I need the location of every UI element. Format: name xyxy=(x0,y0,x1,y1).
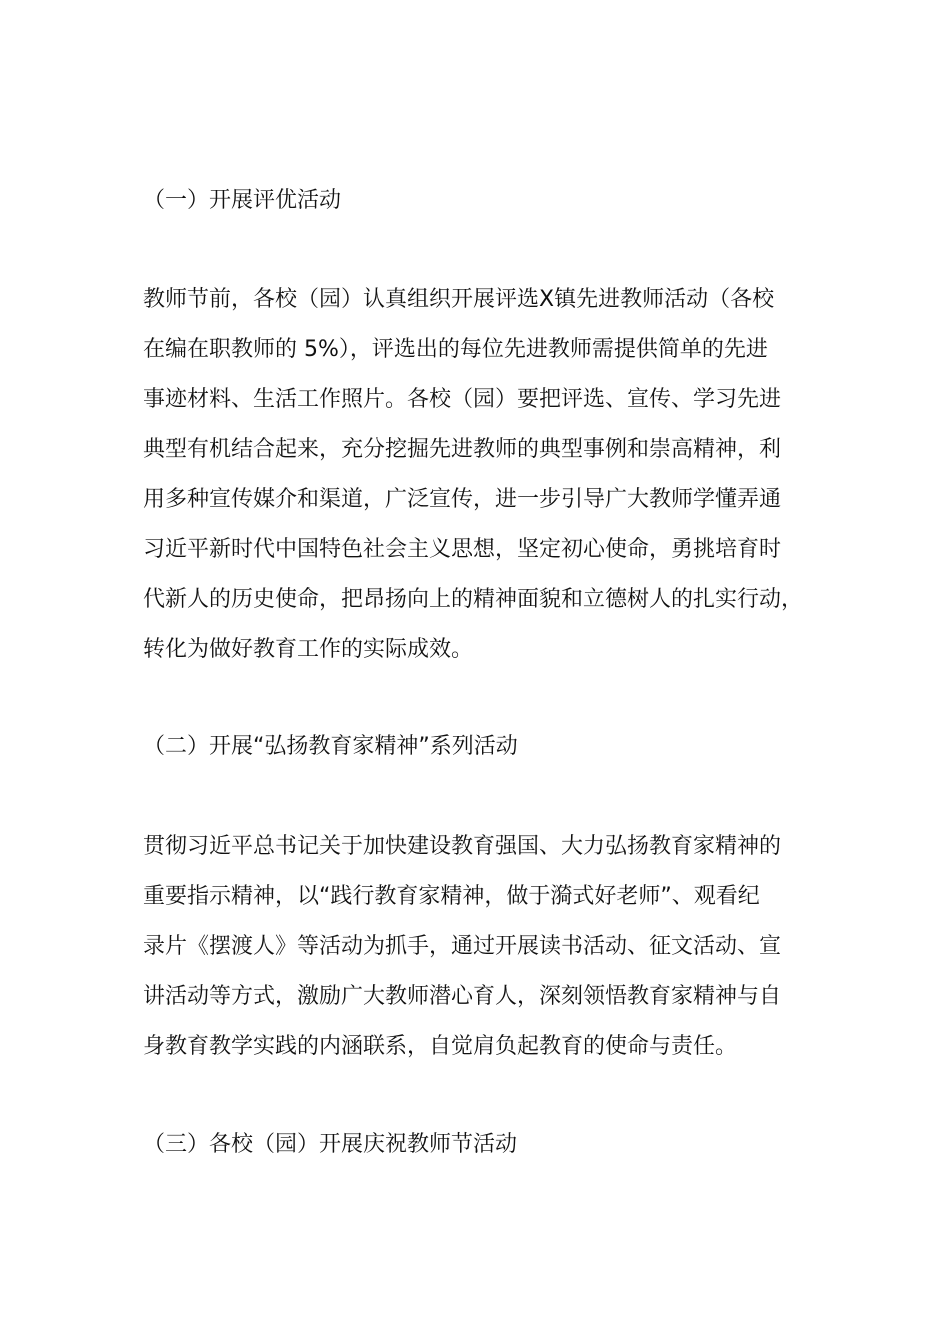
paragraph-line: 用多种宣传媒介和渠道，广泛宣传，进一步引导广大教师学懂弄通 xyxy=(143,487,782,512)
section-heading-2: （二）开展“弘扬教育家精神”系列活动 xyxy=(143,734,518,759)
paragraph-line: 讲活动等方式，激励广大教师潜心育人，深刻领悟教育家精神与自 xyxy=(143,984,782,1009)
paragraph-line: 代新人的历史使命，把昂扬向上的精神面貌和立德树人的扎实行动， xyxy=(143,587,804,612)
section-heading-1: （一）开展评优活动 xyxy=(143,188,342,213)
section-paragraph-2 xyxy=(143,822,843,1072)
section-paragraph-1 xyxy=(143,275,843,675)
paragraph-line: 教师节前，各校（园）认真组织开展评选Ⅹ镇先进教师活动（各校 xyxy=(143,287,775,312)
paragraph-line: 事迹材料、生活工作照片。各校（园）要把评选、宣传、学习先进 xyxy=(143,387,782,412)
paragraph-line: 在编在职教师的 5%），评选出的每位先进教师需提供简单的先进 xyxy=(143,337,768,362)
paragraph-line: 转化为做好教育工作的实际成效。 xyxy=(143,637,474,662)
paragraph-line: 贯彻习近平总书记关于加快建设教育强国、大力弘扬教育家精神的 xyxy=(143,834,782,859)
paragraph-line: 典型有机结合起来，充分挖掘先进教师的典型事例和崇高精神，利 xyxy=(143,437,782,462)
paragraph-line: 习近平新时代中国特色社会主义思想，坚定初心使命，勇挑培育时 xyxy=(143,537,782,562)
paragraph-line: 录片《摆渡人》等活动为抓手，通过开展读书活动、征文活动、宣 xyxy=(143,934,782,959)
paragraph-line: 重要指示精神，以“践行教育家精神，做于漪式好老师”、观看纪 xyxy=(143,884,760,909)
section-heading-3: （三）各校（园）开展庆祝教师节活动 xyxy=(143,1132,518,1157)
paragraph-line: 身教育教学实践的内涵联系，自觉肩负起教育的使命与责任。 xyxy=(143,1034,738,1059)
